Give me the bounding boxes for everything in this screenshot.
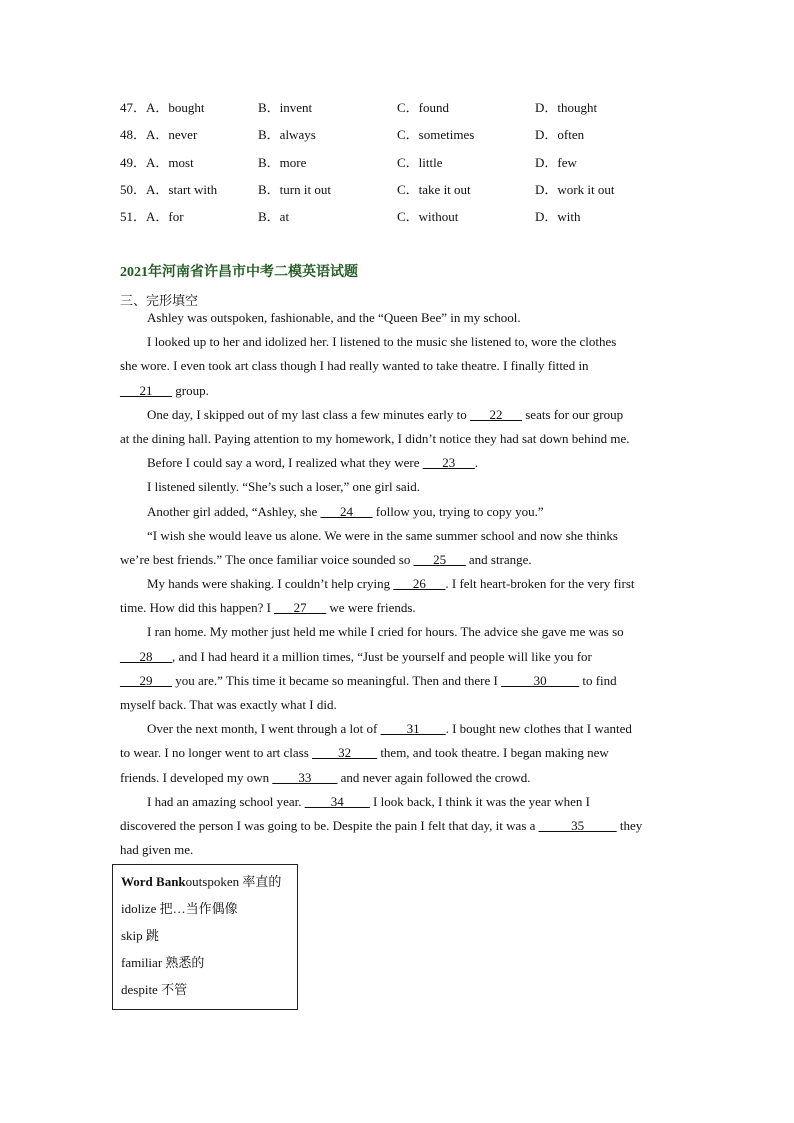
blank-28: ___28___ <box>120 648 172 664</box>
passage-line: Another girl added, “Ashley, she ___24___ follow you, trying to copy you.” <box>147 503 544 519</box>
word-bank-entry: despite 不管 <box>121 982 188 997</box>
blank-26: ___26___ <box>393 576 446 592</box>
passage-line: discovered the person I was going to be. Despite the pain I felt that day, it was a _____35_____ they <box>120 817 643 833</box>
passage-line: My hands were shaking. I couldn’t help crying ___26___. I felt heart-broken for the very first <box>147 576 635 592</box>
passage-line: friends. I developed my own ____33____ and never again followed the crowd. <box>120 769 531 785</box>
option-d: D．with <box>535 209 581 224</box>
option-c: C．found <box>397 100 450 115</box>
blank-27: ___27___ <box>274 600 327 616</box>
option-d: D．few <box>535 155 577 170</box>
exam-title: 2021年河南省许昌市中考二模英语试题 <box>120 265 358 280</box>
passage-line: I had an amazing school year. ____34____ I look back, I think it was the year when I <box>147 793 590 809</box>
option-b: B．more <box>258 155 307 170</box>
option-a: 50．A．start with <box>120 182 218 197</box>
blank-21: ___21___ <box>120 382 172 398</box>
word-bank-entry: Word Bankoutspoken 率直的 <box>121 874 282 889</box>
passage-line: had given me. <box>120 842 194 858</box>
passage-line: we’re best friends.” The once familiar voice sounded so ___25___ and strange. <box>120 551 532 567</box>
option-d: D．thought <box>535 100 598 115</box>
passage-line: I listened silently. “She’s such a loser,” one girl said. <box>147 479 421 495</box>
blank-22: ___22___ <box>470 406 522 422</box>
blank-24: ___24___ <box>320 503 373 519</box>
option-c: C．take it out <box>397 182 471 197</box>
passage-line: “I wish she would leave us alone. We were in the same summer school and now she thinks <box>147 527 618 543</box>
blank-33: ____33____ <box>272 769 338 785</box>
passage-line: myself back. That was exactly what I did. <box>120 697 337 712</box>
passage-line: to wear. I no longer went to art class ____32____ them, and took theatre. I began making new <box>120 745 609 761</box>
passage-line: Ashley was outspoken, fashionable, and the “Queen Bee” in my school. <box>147 310 521 325</box>
cloze-passage <box>120 306 676 862</box>
option-d: D．work it out <box>535 182 615 197</box>
option-c: C．without <box>397 209 459 224</box>
option-a: 51．A．for <box>120 209 184 224</box>
option-c: C．sometimes <box>397 127 475 142</box>
blank-23: ___23___ <box>422 455 475 471</box>
passage-line: time. How did this happen? I ___27___ we were friends. <box>120 600 416 616</box>
passage-line: she wore. I even took art class though I had really wanted to take theatre. I finally fitted in <box>120 358 589 374</box>
word-bank-entry: idolize 把…当作偶像 <box>121 901 238 916</box>
blank-32: ____32____ <box>312 745 378 761</box>
option-c: C．little <box>397 155 443 170</box>
passage-line: I looked up to her and idolized her. I listened to the music she listened to, wore the clothes <box>147 334 617 350</box>
word-bank-entry: skip 跳 <box>121 928 159 943</box>
word-bank-entry: familiar 熟悉的 <box>121 955 205 970</box>
option-b: B．at <box>258 209 290 224</box>
option-d: D．often <box>535 127 585 142</box>
blank-31: ____31____ <box>380 721 446 737</box>
word-bank-label: Word Bank <box>121 874 186 889</box>
option-b: B．invent <box>258 100 313 115</box>
option-b: B．turn it out <box>258 182 331 197</box>
section-heading: 三、完形填空 <box>120 293 199 308</box>
blank-30: _____30_____ <box>501 672 580 688</box>
option-a: 47．A．bought <box>120 100 205 115</box>
passage-line: Before I could say a word, I realized what they were ___23___. <box>147 455 479 471</box>
blank-25: ___25___ <box>413 551 466 567</box>
blank-34: ____34____ <box>304 793 370 809</box>
passage-line: I ran home. My mother just held me while I cried for hours. The advice she gave me was so <box>147 624 624 640</box>
option-b: B．always <box>258 127 316 142</box>
passage-line: at the dining hall. Paying attention to my homework, I didn’t notice they had sat down behind me. <box>120 430 630 446</box>
option-a: 48．A．never <box>120 127 198 142</box>
option-a: 49．A．most <box>120 155 194 170</box>
blank-29: ___29___ <box>120 672 172 688</box>
word-bank-box <box>112 864 298 1010</box>
passage-line: One day, I skipped out of my last class a few minutes early to ___22___ seats for our group <box>147 406 624 422</box>
passage-line: ___29___ you are.” This time it became so meaningful. Then and there I _____30_____ to find <box>120 672 617 688</box>
passage-line: ___21___ group. <box>120 382 209 398</box>
blank-35: _____35_____ <box>538 817 617 833</box>
passage-line: ___28___, and I had heard it a million times, “Just be yourself and people will like you for <box>120 648 592 664</box>
passage-line: Over the next month, I went through a lot of ____31____. I bought new clothes that I wanted <box>147 721 632 737</box>
